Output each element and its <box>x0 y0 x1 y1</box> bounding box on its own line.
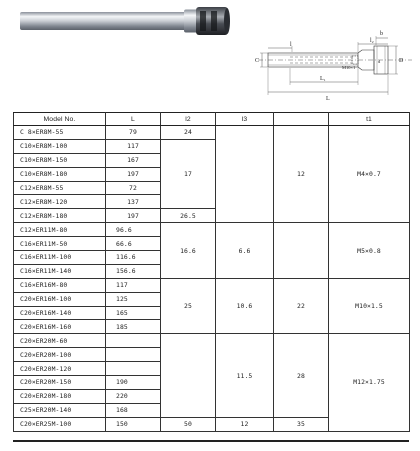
dim-d-label: d <box>378 59 381 64</box>
cell-L <box>106 348 161 362</box>
cell-t1-merged: M10×1.5 <box>329 278 410 334</box>
cell-model: C20×ER20M-150 <box>14 376 106 390</box>
cell-L: 125 <box>106 292 161 306</box>
header-l3: l3 <box>216 113 274 126</box>
cell-model: C20×ER20M-60 <box>14 334 106 348</box>
table-row <box>14 126 410 140</box>
cell-l3-merged: 11.5 <box>216 334 274 417</box>
product-illustrations <box>0 0 420 108</box>
dim-L-label: L <box>326 96 330 102</box>
cell-L: 168 <box>106 403 161 417</box>
cell-L: 220 <box>106 389 161 403</box>
cell-L: 116.6 <box>106 251 161 265</box>
cell-l3-merged: 6.6 <box>216 223 274 279</box>
dim-C-label: C <box>255 58 260 64</box>
cell-model: C16×ER11M-50 <box>14 237 106 251</box>
cell-col4-blank <box>274 223 329 279</box>
cell-model: C20×ER16M-160 <box>14 320 106 334</box>
dim-D-label: D <box>399 58 404 64</box>
header-L: L <box>106 113 161 126</box>
header-model: Model No. <box>14 113 106 126</box>
cell-l3-merged: 10.6 <box>216 278 274 334</box>
dim-l2-label: l₂ <box>370 38 374 44</box>
cell-L: 150 <box>106 417 161 431</box>
cell-model: C16×ER16M-80 <box>14 278 106 292</box>
cell-t1-merged: M4×0.7 <box>329 126 410 223</box>
cell-l3: 12 <box>216 417 274 431</box>
table-row <box>14 223 410 237</box>
cell-L: 96.6 <box>106 223 161 237</box>
cell-l2-merged: 17 <box>161 139 216 208</box>
cell-L: 185 <box>106 320 161 334</box>
cell-model: C10×ER8M-150 <box>14 153 106 167</box>
cell-col4-merged: 28 <box>274 334 329 417</box>
cell-l2-blank <box>161 334 216 417</box>
cell-model: C10×ER8M-180 <box>14 167 106 181</box>
cell-L: 79 <box>106 126 161 140</box>
cell-model: C10×ER8M-100 <box>14 139 106 153</box>
cell-L: 165 <box>106 306 161 320</box>
cell-L: 117 <box>106 278 161 292</box>
cell-l2-merged: 16.6 <box>161 223 216 279</box>
product-images-svg <box>0 0 420 108</box>
table-header-row <box>14 113 410 126</box>
cell-model: C20×ER20M-100 <box>14 348 106 362</box>
cell-L <box>106 334 161 348</box>
table-row <box>14 334 410 348</box>
cell-L <box>106 362 161 376</box>
cell-model: C20×ER20M-180 <box>14 389 106 403</box>
cell-L: 66.6 <box>106 237 161 251</box>
cell-model: C12×ER8M-120 <box>14 195 106 209</box>
cell-model: C20×ER20M-120 <box>14 362 106 376</box>
cell-t1-merged: M12×1.75 <box>329 334 410 431</box>
spec-table <box>13 112 410 432</box>
drawing-labels <box>255 31 404 102</box>
cell-L: 72 <box>106 181 161 195</box>
cell-l2: 24 <box>161 126 216 140</box>
cell-model: C20×ER25M-100 <box>14 417 106 431</box>
shank-body <box>20 12 192 30</box>
cell-model: C20×ER16M-100 <box>14 292 106 306</box>
cell-l3-blank <box>216 126 274 223</box>
cell-l2: 50 <box>161 417 216 431</box>
cell-model: C 8×ER8M-55 <box>14 126 106 140</box>
cell-col4-merged: 22 <box>274 278 329 334</box>
cell-model: C20×ER16M-140 <box>14 306 106 320</box>
dim-l-label: l <box>290 42 292 48</box>
header-col4 <box>274 113 329 126</box>
cell-L: 190 <box>106 376 161 390</box>
dim-L1-label: L₁ <box>320 76 326 82</box>
header-t1: t1 <box>329 113 410 126</box>
cell-col4-merged: 12 <box>274 126 329 223</box>
cell-model: C12×ER11M-80 <box>14 223 106 237</box>
cell-model: C12×ER8M-180 <box>14 209 106 223</box>
cell-L: 197 <box>106 209 161 223</box>
cell-t1-merged: M5×0.8 <box>329 223 410 279</box>
cell-L: 117 <box>106 139 161 153</box>
table-row <box>14 278 410 292</box>
cell-model: C25×ER20M-140 <box>14 403 106 417</box>
cell-model: C16×ER11M-140 <box>14 264 106 278</box>
table-bottom-rule <box>13 440 409 442</box>
thread-label: M10×1 <box>342 65 356 70</box>
tool-holder-photo <box>20 7 230 35</box>
spec-table-wrapper <box>13 112 409 441</box>
cell-L: 197 <box>106 167 161 181</box>
cell-l2-merged: 25 <box>161 278 216 334</box>
cell-col4: 35 <box>274 417 329 431</box>
cell-model: C12×ER8M-55 <box>14 181 106 195</box>
technical-drawing <box>258 36 412 95</box>
cell-l2: 26.5 <box>161 209 216 223</box>
cell-model: C16×ER11M-100 <box>14 251 106 265</box>
cell-L: 137 <box>106 195 161 209</box>
dim-b-label: b <box>380 31 383 37</box>
header-l2: l2 <box>161 113 216 126</box>
cell-L: 156.6 <box>106 264 161 278</box>
cell-L: 167 <box>106 153 161 167</box>
